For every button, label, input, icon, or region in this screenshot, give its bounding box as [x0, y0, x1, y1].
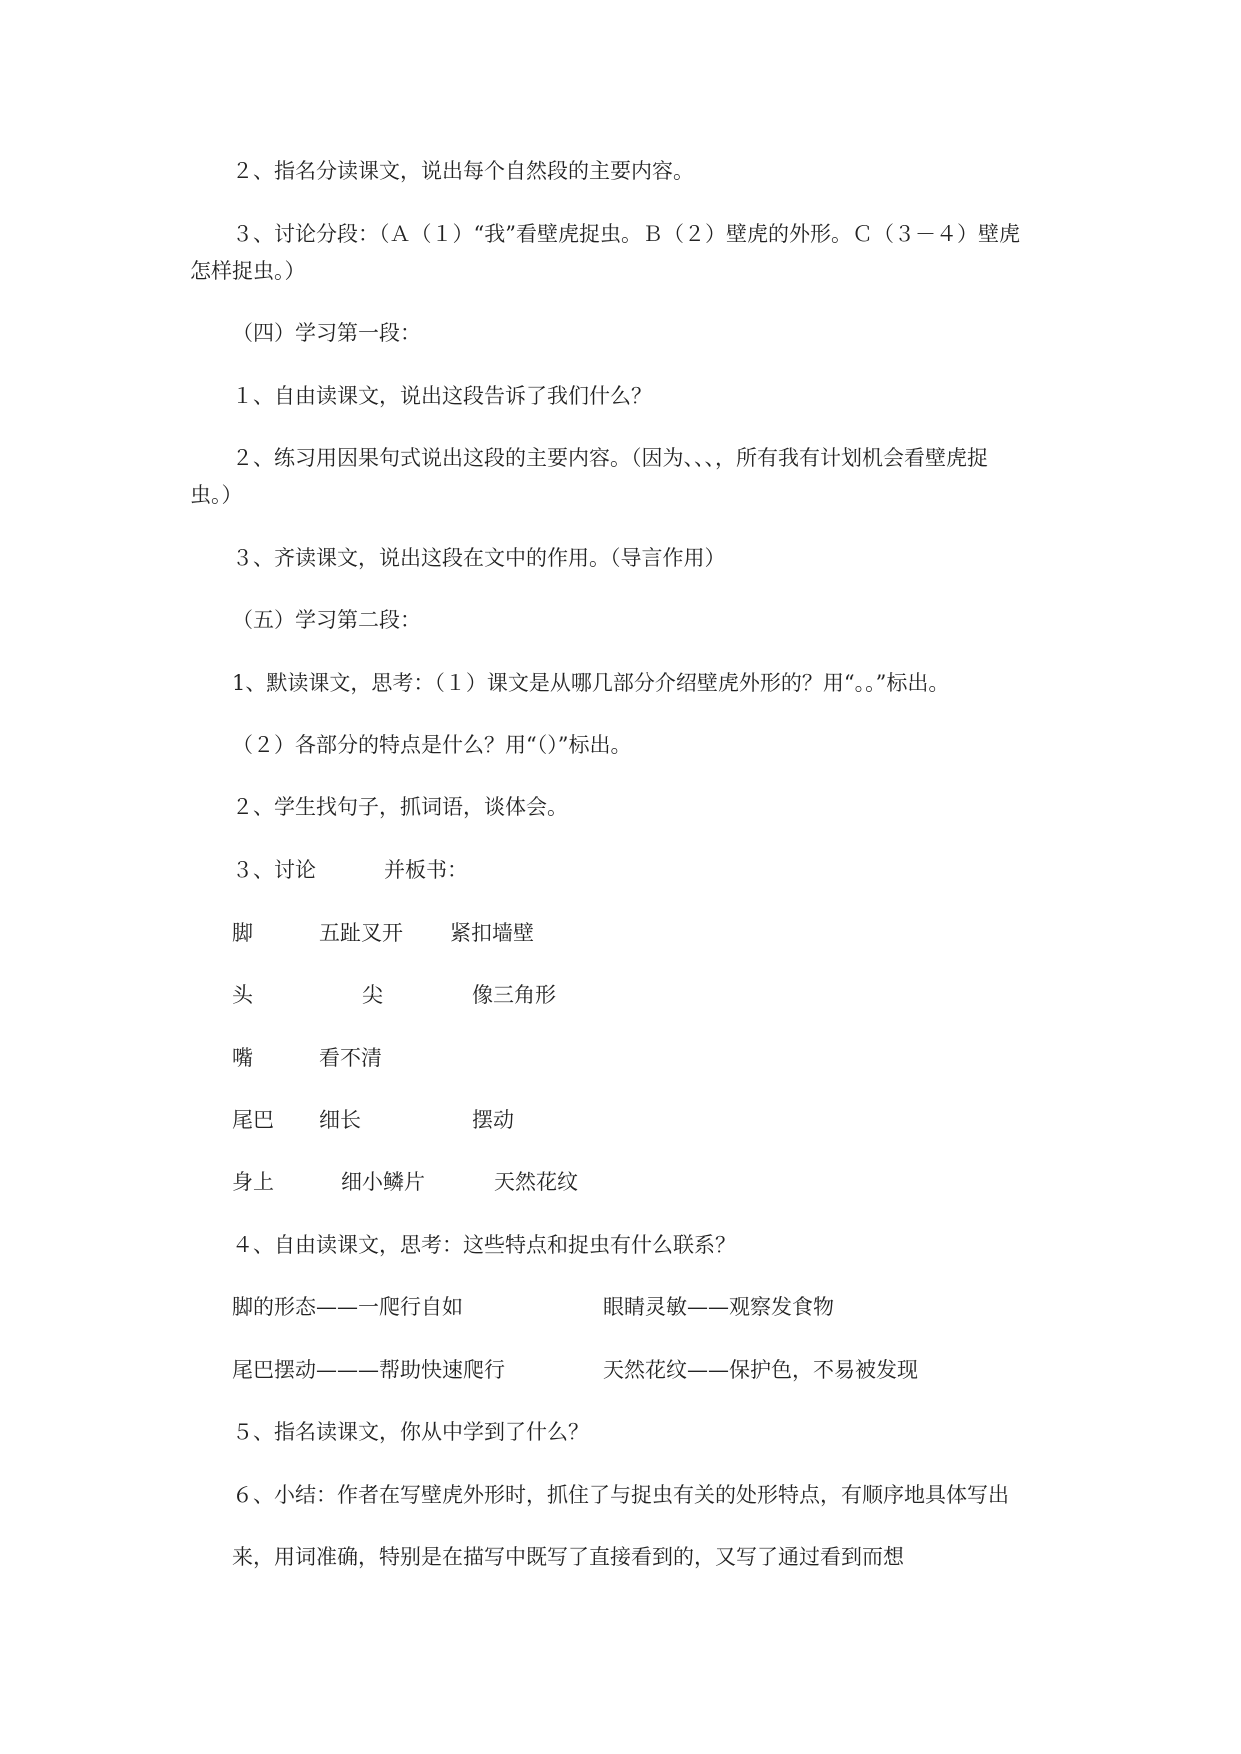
paragraph: ３、讨论分段：（Ａ（１）“我”看壁虎捉虫。Ｂ（２）壁虎的外形。Ｃ（３－４）壁虎 [232, 222, 1020, 246]
board-cell: 尾巴 [232, 1108, 274, 1132]
board-cell: 像三角形 [472, 983, 556, 1007]
board-cell: 身上 [232, 1170, 274, 1194]
paragraph: 1、默读课文，思考：（１）课文是从哪几部分介绍壁虎外形的？用“。。”标出。 [232, 671, 950, 695]
paragraph: ２、练习用因果句式说出这段的主要内容。（因为、、、，所有我有计划机会看壁虎捉 [232, 446, 988, 470]
board-cell: 尖 [362, 983, 383, 1007]
board-cell: 看不清 [319, 1046, 382, 1070]
relation-item: 天然花纹——保护色，不易被发现 [603, 1358, 918, 1382]
paragraph: ３、讨论 [232, 858, 316, 882]
board-cell: 细长 [319, 1108, 361, 1132]
section-heading: （四）学习第一段： [232, 321, 421, 345]
paragraph: ２、指名分读课文，说出每个自然段的主要内容。 [232, 159, 694, 183]
paragraph: １、自由读课文，说出这段告诉了我们什么？ [232, 384, 652, 408]
paragraph: 来，用词准确，特别是在描写中既写了直接看到的，又写了通过看到而想 [232, 1545, 904, 1569]
paragraph: （２）各部分的特点是什么？用“（）”标出。 [232, 733, 632, 757]
board-cell: 摆动 [472, 1108, 514, 1132]
paragraph: 并板书： [384, 858, 468, 882]
board-cell: 头 [232, 983, 253, 1007]
board-cell: 嘴 [232, 1046, 253, 1070]
relation-item: 眼睛灵敏——观察发食物 [603, 1295, 834, 1319]
paragraph: ２、学生找句子，抓词语，谈体会。 [232, 795, 568, 819]
paragraph-continuation: 虫。） [190, 483, 243, 507]
board-cell: 紧扣墙壁 [450, 921, 534, 945]
section-heading: （五）学习第二段： [232, 608, 421, 632]
board-cell: 天然花纹 [494, 1170, 578, 1194]
paragraph: ５、指名读课文，你从中学到了什么？ [232, 1420, 589, 1444]
board-cell: 五趾叉开 [319, 921, 403, 945]
paragraph: ４、自由读课文，思考：这些特点和捉虫有什么联系？ [232, 1233, 736, 1257]
paragraph: ６、小结：作者在写壁虎外形时，抓住了与捉虫有关的处形特点，有顺序地具体写出 [232, 1483, 1009, 1507]
paragraph: ３、齐读课文，说出这段在文中的作用。（导言作用） [232, 546, 726, 570]
board-cell: 脚 [232, 921, 253, 945]
board-cell: 细小鳞片 [341, 1170, 425, 1194]
relation-item: 脚的形态——一爬行自如 [232, 1295, 463, 1319]
paragraph-continuation: 怎样捉虫。） [190, 259, 306, 283]
relation-item: 尾巴摆动———帮助快速爬行 [232, 1358, 505, 1382]
